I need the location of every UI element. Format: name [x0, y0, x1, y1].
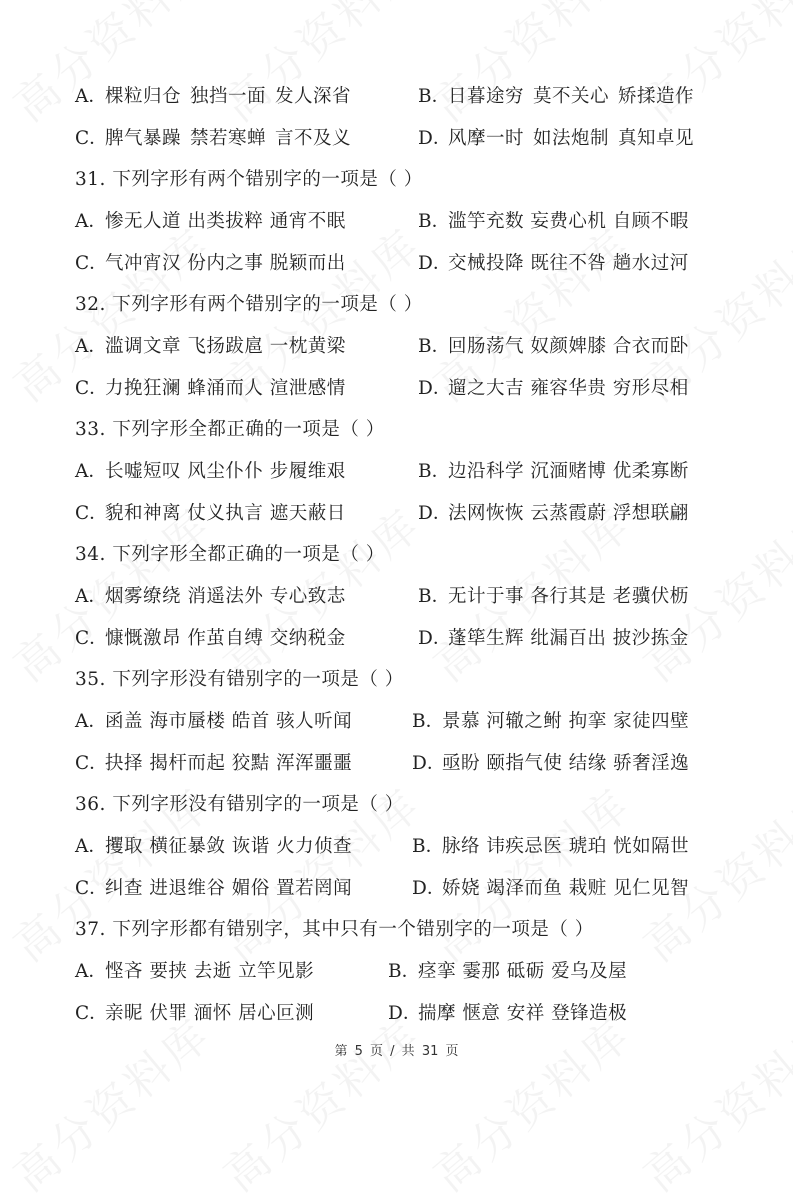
option-c: C．抉择 揭杆而起 狡黠 浑浑噩噩: [75, 753, 353, 774]
question-number: 33.: [75, 419, 106, 440]
option-c: C．貌和神离 仗义执言 遮天蔽日: [75, 503, 346, 524]
option-b: B．滥竽充数 妄费心机 自顾不暇: [418, 211, 689, 232]
question-text: 下列字形全都正确的一项是（ ）: [112, 544, 385, 565]
option-b: B．日暮途穷 莫不关心 矫揉造作: [418, 82, 703, 112]
option-b: B．边沿科学 沉湎赌博 优柔寡断: [418, 461, 689, 482]
question-36-stem: [75, 790, 404, 820]
option-a: A．滥调文章 飞扬跋扈 一枕黄梁: [75, 336, 346, 357]
option-b: B．脉络 讳疾忌医 琥珀 恍如隔世: [412, 836, 690, 857]
question-text: 下列字形没有错别字的一项是（ ）: [112, 669, 404, 690]
option-c: C．脾气暴躁 禁若寒蝉 言不及义: [75, 124, 360, 154]
option-b: B．痉挛 霎那 砥砺 爱乌及屋: [388, 961, 628, 982]
option-b: B．景慕 河辙之鲋 拘挛 家徒四壁: [412, 711, 690, 732]
option-letter: C．: [75, 128, 108, 149]
option-letter: D．: [418, 128, 452, 149]
option-b: B．无计于事 各行其是 老骥伏枥: [418, 586, 689, 607]
option-a: A．悭吝 要挟 去逝 立竿见影: [75, 961, 315, 982]
question-number: 37.: [75, 919, 106, 940]
option-d: D．揣摩 惬意 安祥 登锋造极: [388, 1003, 628, 1024]
option-a: A．惨无人道 出类拔粹 通宵不眠: [75, 211, 346, 232]
option-b: B．回肠荡气 奴颜婢膝 合衣而卧: [418, 336, 689, 357]
option-a: A．棵粒归仓 独挡一面 发人深省: [75, 82, 360, 112]
page-footer: 第 5 页 / 共 31 页: [334, 1044, 459, 1059]
option-a: A．函盖 海市蜃楼 皓首 骇人听闻: [75, 711, 353, 732]
question-text: 下列字形全都正确的一项是（ ）: [112, 419, 385, 440]
option-d: D．风摩一时 如法炮制 真知卓见: [418, 124, 703, 154]
question-33-stem: [75, 415, 385, 445]
option-d: D．交械投降 既往不咎 趟水过河: [418, 253, 689, 274]
question-number: 34.: [75, 544, 106, 565]
option-c: C．亲昵 伏罪 湎怀 居心叵测: [75, 1003, 315, 1024]
question-text: 下列字形没有错别字的一项是（ ）: [112, 794, 404, 815]
question-text: 下列字形有两个错别字的一项是（ ）: [112, 294, 423, 315]
option-d: D．法网恢恢 云蒸霞蔚 浮想联翩: [418, 503, 689, 524]
question-number: 35.: [75, 669, 106, 690]
option-d: D．娇娆 竭泽而鱼 栽赃 见仁见智: [412, 878, 690, 899]
question-number: 36.: [75, 794, 106, 815]
option-d: D．遛之大吉 雍容华贵 穷形尽相: [418, 378, 689, 399]
option-c: C．气冲宵汉 份内之事 脱颖而出: [75, 253, 346, 274]
question-32-stem: [75, 290, 423, 320]
option-letter: A．: [75, 86, 107, 107]
question-35-stem: [75, 665, 404, 695]
option-c: C．纠查 进退维谷 媚俗 置若罔闻: [75, 878, 353, 899]
question-number: 31.: [75, 169, 106, 190]
option-d: D．亟盼 颐指气使 结缘 骄奢淫逸: [412, 753, 690, 774]
question-text: 下列字形有两个错别字的一项是（ ）: [112, 169, 423, 190]
option-letter: B．: [418, 86, 451, 107]
option-a: A．烟雾缭绕 消遥法外 专心致志: [75, 586, 346, 607]
question-number: 32.: [75, 294, 106, 315]
option-a: A．长嘘短叹 风尘仆仆 步履维艰: [75, 461, 346, 482]
question-34-stem: [75, 540, 385, 570]
question-text: 下列字形都有错别字，其中只有一个错别字的一项是（ ）: [112, 919, 594, 940]
option-d: D．蓬筚生辉 纰漏百出 披沙拣金: [418, 628, 689, 649]
option-a: A．攫取 横征暴敛 诙谐 火力侦查: [75, 836, 353, 857]
option-c: C．慷慨激昂 作茧自缚 交纳税金: [75, 628, 346, 649]
option-c: C．力挽狂澜 蜂涌而人 渲泄感情: [75, 378, 346, 399]
question-31-stem: [75, 165, 423, 195]
question-37-stem: [75, 915, 594, 945]
